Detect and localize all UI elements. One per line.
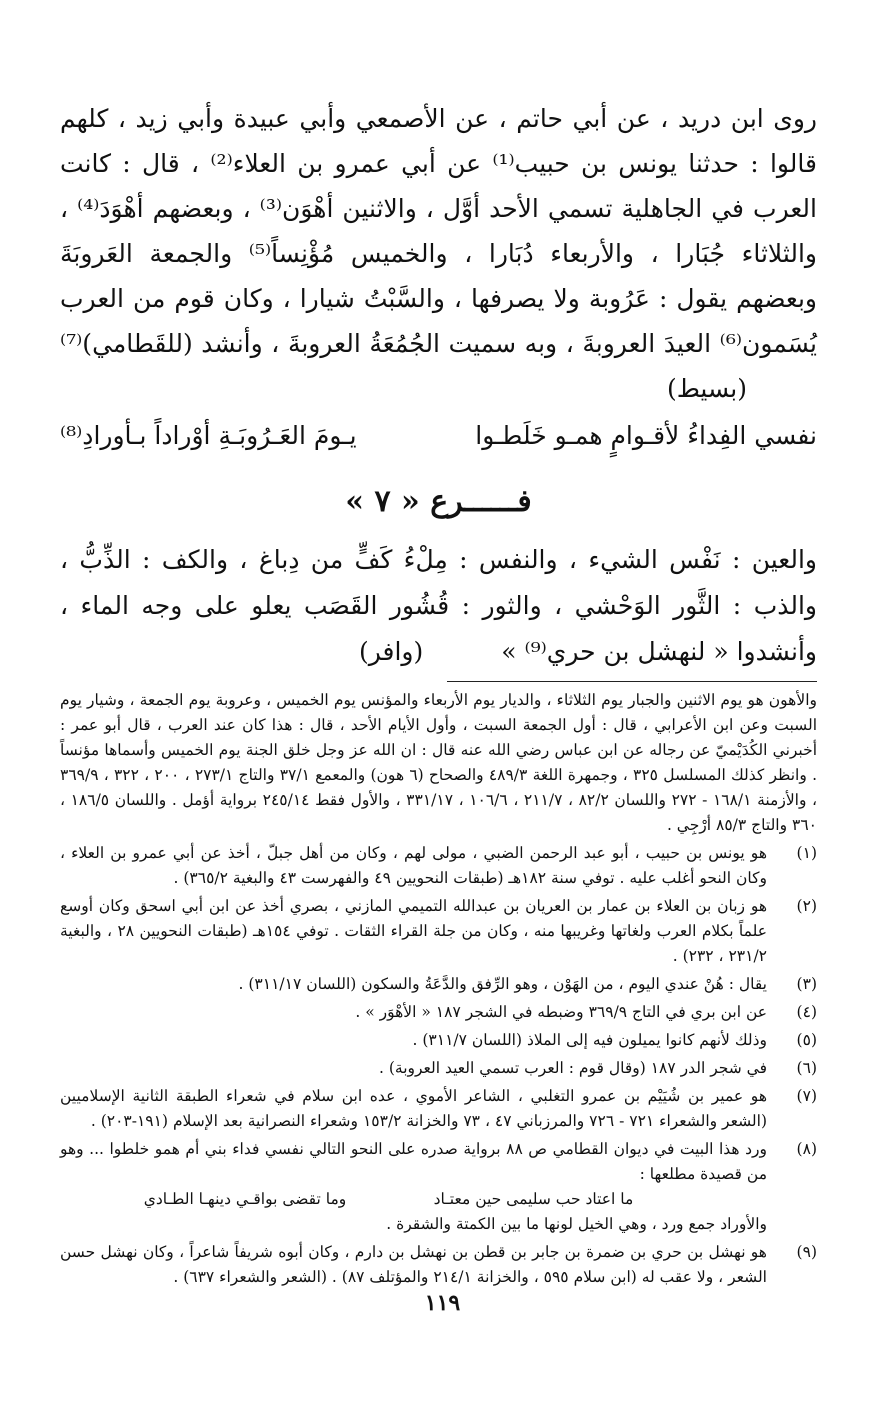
footnote-text: في شجر الدر ١٨٧ (وقال قوم : العرب تسمي العيد العروبة) . [378, 1059, 767, 1077]
footnote-verse-second: وما تقضى بواقـي دينهـا الطـادي [143, 1190, 347, 1208]
footnote-number: (٧) [796, 1087, 817, 1105]
footnote-item [60, 1028, 817, 1053]
footnote-text: يقال : هُنْ عندي اليوم ، من الهَوْن ، وهو الرِّفق والدَّعَةُ والسكون (اللسان ٣١١/١٧) . [238, 975, 767, 993]
main-paragraph [60, 96, 817, 411]
footnote-continuation: والأهون هو يوم الاثنين والجبار يوم الثلاثاء ، والديار يوم الأربعاء والمؤنس يوم الخميس ، وعروبة يوم الجمعة ، وشيار يوم السبت وعن ابن الأعرابي ، قال : أول الجمعة السبت ، وأول الأيام الأحد ، قال : هذا كان عند العرب ، قال أبو عمر : أخبرني الكُدَيْميّ عن رجاله عن ابن عباس رضي الله عنه قال : ان الله عز وجل خلق الجنة يوم الخميس وأسماها مؤنساً . وانظر كذلك المسلسل ٣٢٥ ، وجمهرة اللغة ٤٨٩/٣ والصحاح (٦ هون) والمعمع ٣٧/١ والتاج ٢٧٣/١ ، ٢٠٠ ، ٣٢٢ ، ٣٦٩/٩ ، والأزمنة ١٦٨/١ - ٢٧٢ واللسان ٨٢/٢ ، ٢١١/٧ ، ١٠٦/٦ ، ٣٣١/١٧ ، والأول فقط ٢٤٥/١٤ برواية أؤمل . واللسان ١٨٦/٥ ، ٣٦٠ والتاج ٨٥/٣ أرْجِي . [60, 691, 818, 834]
section-title: فــــــرع « ٧ » [345, 484, 532, 519]
section-text [60, 537, 817, 675]
footnote-number: (١) [796, 844, 817, 862]
footnote-item [60, 1056, 817, 1081]
footnote-item [60, 1137, 817, 1237]
footnote-verse-first: ما اعتاد حب سليمى حين معتـاد [433, 1190, 634, 1208]
section-paragraph [60, 537, 817, 675]
footnote-number: (٨) [796, 1140, 817, 1158]
footnote-text: عن ابن بري في التاج ٣٦٩/٩ وضبطه في الشجر ١٨٧ « الأهْوَر » . [355, 1003, 767, 1021]
footnote-item [60, 841, 817, 891]
footnotes [60, 688, 817, 1290]
main-paragraph-text: روى ابن دريد ، عن أبي حاتم ، عن الأصمعي وأبي عبيدة وأبي زيد ، كلهم قالوا : حدثنا يونس بن حبيب⁽¹⁾ عن أبي عمرو بن العلاء⁽²⁾ ، قال : كانت العرب في الجاهلية تسمي الأحد أوَّل ، والاثنين أهْوَن⁽³⁾ ، وبعضهم أهْوَدَ⁽⁴⁾ ، والثلاثاء جُبَارا ، والأربعاء دُبَارا ، والخميس مُؤْنِساً⁽⁵⁾ والجمعة العَروبَةَ وبعضهم يقول : عَرُوبة ولا يصرفها ، والسَّبْتُ شيارا ، وكان قوم من العرب يُسَمون⁽⁶⁾ العيدَ العروبةَ ، وبه سميت الجُمُعَةُ العروبةَ ، وأنشد (للقَطامي)⁽⁷⁾ [60, 104, 817, 358]
footnote-item [60, 1000, 817, 1025]
main-text [60, 96, 817, 458]
footnote-number: (٤) [796, 1003, 817, 1021]
footnote-text: هو زبان بن العلاء بن عمار بن العريان بن عبدالله التميمي المازني ، بصري أخذ عن ابن أبي اسحق وكان أوسع علماً بكلام العرب ولغاتها وغريبها منه ، وكان من جلة القراء الثقات . توفي ١٥٤هـ (طبقات النحويين ٢٨ ، والبغية ٢٣١/٢ ، ٢٣٢) . [60, 897, 767, 965]
verse-line [60, 413, 817, 458]
meter-wafir: (وافر) [358, 637, 424, 666]
footnote-number: (٣) [796, 975, 817, 993]
footnote-verse [60, 1187, 767, 1212]
footnote-number: (٥) [796, 1031, 817, 1049]
meter-basit: (بسيط) [666, 374, 747, 403]
footnote-item [60, 894, 817, 969]
verse-first-hemistich: نفسي الفِداءُ لأقـوامٍ همـو خَلَطـوا [475, 421, 817, 450]
verse-second-hemistich: يـومَ العَـرُوبَـةِ أوْراداً بـأورادِ⁽⁸⁾ [60, 421, 357, 450]
page-number: ١١٩ [424, 1290, 461, 1316]
footnote-item [60, 1084, 817, 1134]
footnote-text: هو عمير بن شُيَيْم بن عمرو التغلبي ، الشاعر الأموي ، عده ابن سلام في شعراء الطبقة الثانية الإسلاميين (الشعر والشعراء ٧٢١ - ٧٢٦ والمرزباني ٤٧ ، ٧٣ والخزانة ١٥٣/٢ وشعراء النصرانية بعد الإسلام (١٩١-٢٠٣) . [60, 1087, 767, 1130]
footnote-number: (٦) [796, 1059, 817, 1077]
footnote-text: هو يونس بن حبيب ، أبو عبد الرحمن الضبي ، مولى لهم ، وكان من أهل جبلّ ، أخذ عن أبي عمرو بن العلاء ، وكان النحو أغلب عليه . توفي سنة ١٨٢هـ (طبقات النحويين ٤٩ والفهرست ٤٣ والبغية ٣٦٥/٢) . [60, 844, 767, 887]
footnote-divider [447, 681, 817, 682]
footnote-number: (٩) [796, 1243, 817, 1261]
footnote-text: هو نهشل بن حري بن ضمرة بن جابر بن قطن بن نهشل بن دارم ، وكان أبوه شريفاً شاعراً ، وكان نهشل حسن الشعر ، ولا عقب له (ابن سلام ٥٩٥ ، والخزانة ٢١٤/١ والمؤتلف ٨٧) . (الشعر والشعراء ٦٣٧) . [60, 1243, 767, 1286]
page [60, 96, 817, 1290]
footnote-text [60, 1137, 767, 1237]
footnote-text-body: ورد هذا البيت في ديوان القطامي ص ٨٨ برواية صدره على النحو التالي نفسي فداء بني أم همو خلطوا ... وهو من قصيدة مطلعها : [60, 1140, 767, 1183]
footnote-text: وذلك لأنهم كانوا يميلون فيه إلى الملاذ (اللسان ٣١١/٧) . [412, 1031, 767, 1049]
footnote-item [60, 1240, 817, 1290]
footnote-text-tail: والأوراد جمع ورد ، وهي الخيل لونها ما بين الكمتة والشقرة . [386, 1215, 767, 1233]
section-paragraph-text: والعين : نَفْس الشيء ، والنفس : مِلْءُ كَفٍّ من دِباغ ، والكف : الذِّبُّ ، والذب : الثَّور الوَحْشي ، والثور : قُشُور القَصَب يعلو على وجه الماء ، وأنشدوا « لنهشل بن حري⁽⁹⁾ » [60, 545, 817, 666]
footnote-item [60, 972, 817, 997]
footnote-number: (٢) [796, 897, 817, 915]
